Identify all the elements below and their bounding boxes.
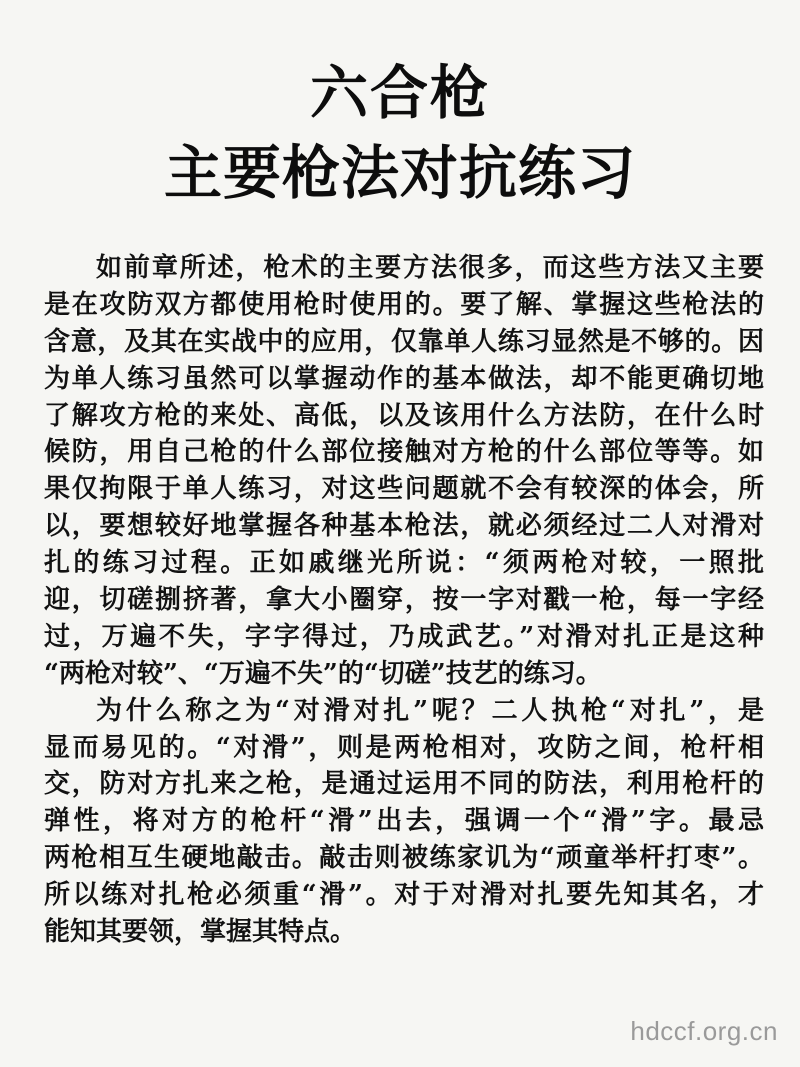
body-line: 为什么称之为“对滑对扎”呢？二人执枪“对扎”，是 xyxy=(96,695,764,726)
body-line: 果仅拘限于单人练习，对这些问题就不会有较深的体会，所 xyxy=(44,474,764,505)
body-line: 是在攻防双方都使用枪时使用的。要了解、掌握这些枪法的 xyxy=(44,289,764,320)
body-line: 交，防对方扎来之枪，是通过运用不同的防法，利用枪杆的 xyxy=(44,769,764,800)
watermark: hdccf.org.cn xyxy=(630,1016,778,1046)
body-line: 如前章所述，枪术的主要方法很多，而这些方法又主要 xyxy=(96,253,764,283)
body-line: 两枪相互生硬地敲击。敲击则被练家讥为“顽童举杆打枣”。 xyxy=(44,843,764,874)
body-line: 所以练对扎枪必须重“滑”。对于对滑对扎要先知其名，才 xyxy=(44,880,764,911)
body-line: 显而易见的。“对滑”，则是两枪相对，攻防之间，枪杆相 xyxy=(44,732,764,763)
body-line: 为单人练习虽然可以掌握动作的基本做法，却不能更确切地 xyxy=(44,363,764,394)
title-line-1: 六合枪 xyxy=(309,59,490,127)
body-line: 含意，及其在实战中的应用，仅靠单人练习显然是不够的。因 xyxy=(44,326,764,357)
body-line: “两枪对较”、“万遍不失”的“切磋”技艺的练习。 xyxy=(44,658,602,689)
title-line-2: 主要枪法对抗练习 xyxy=(163,139,636,207)
body-line: 迎，切磋捌挤著，拿大小圈穿，按一字对戳一枪，每一字经 xyxy=(44,585,764,616)
body-text xyxy=(44,250,764,951)
body-line: 候防，用自己枪的什么部位接触对方枪的什么部位等等。如 xyxy=(44,437,764,468)
body-line: 能知其要领，掌握其特点。 xyxy=(44,917,357,948)
body-line: 扎的练习过程。正如戚继光所说：“须两枪对较，一照批 xyxy=(44,548,764,579)
body-line: 弹性，将对方的枪杆“滑”出去，强调一个“滑”字。最忌 xyxy=(44,806,764,837)
body-line: 过，万遍不失，字字得过，乃成武艺。”对滑对扎正是这种 xyxy=(44,621,764,652)
body-line: 了解攻方枪的来处、高低，以及该用什么方法防，在什么时 xyxy=(44,400,764,431)
body-line: 以，要想较好地掌握各种基本枪法，就必须经过二人对滑对 xyxy=(44,511,764,542)
